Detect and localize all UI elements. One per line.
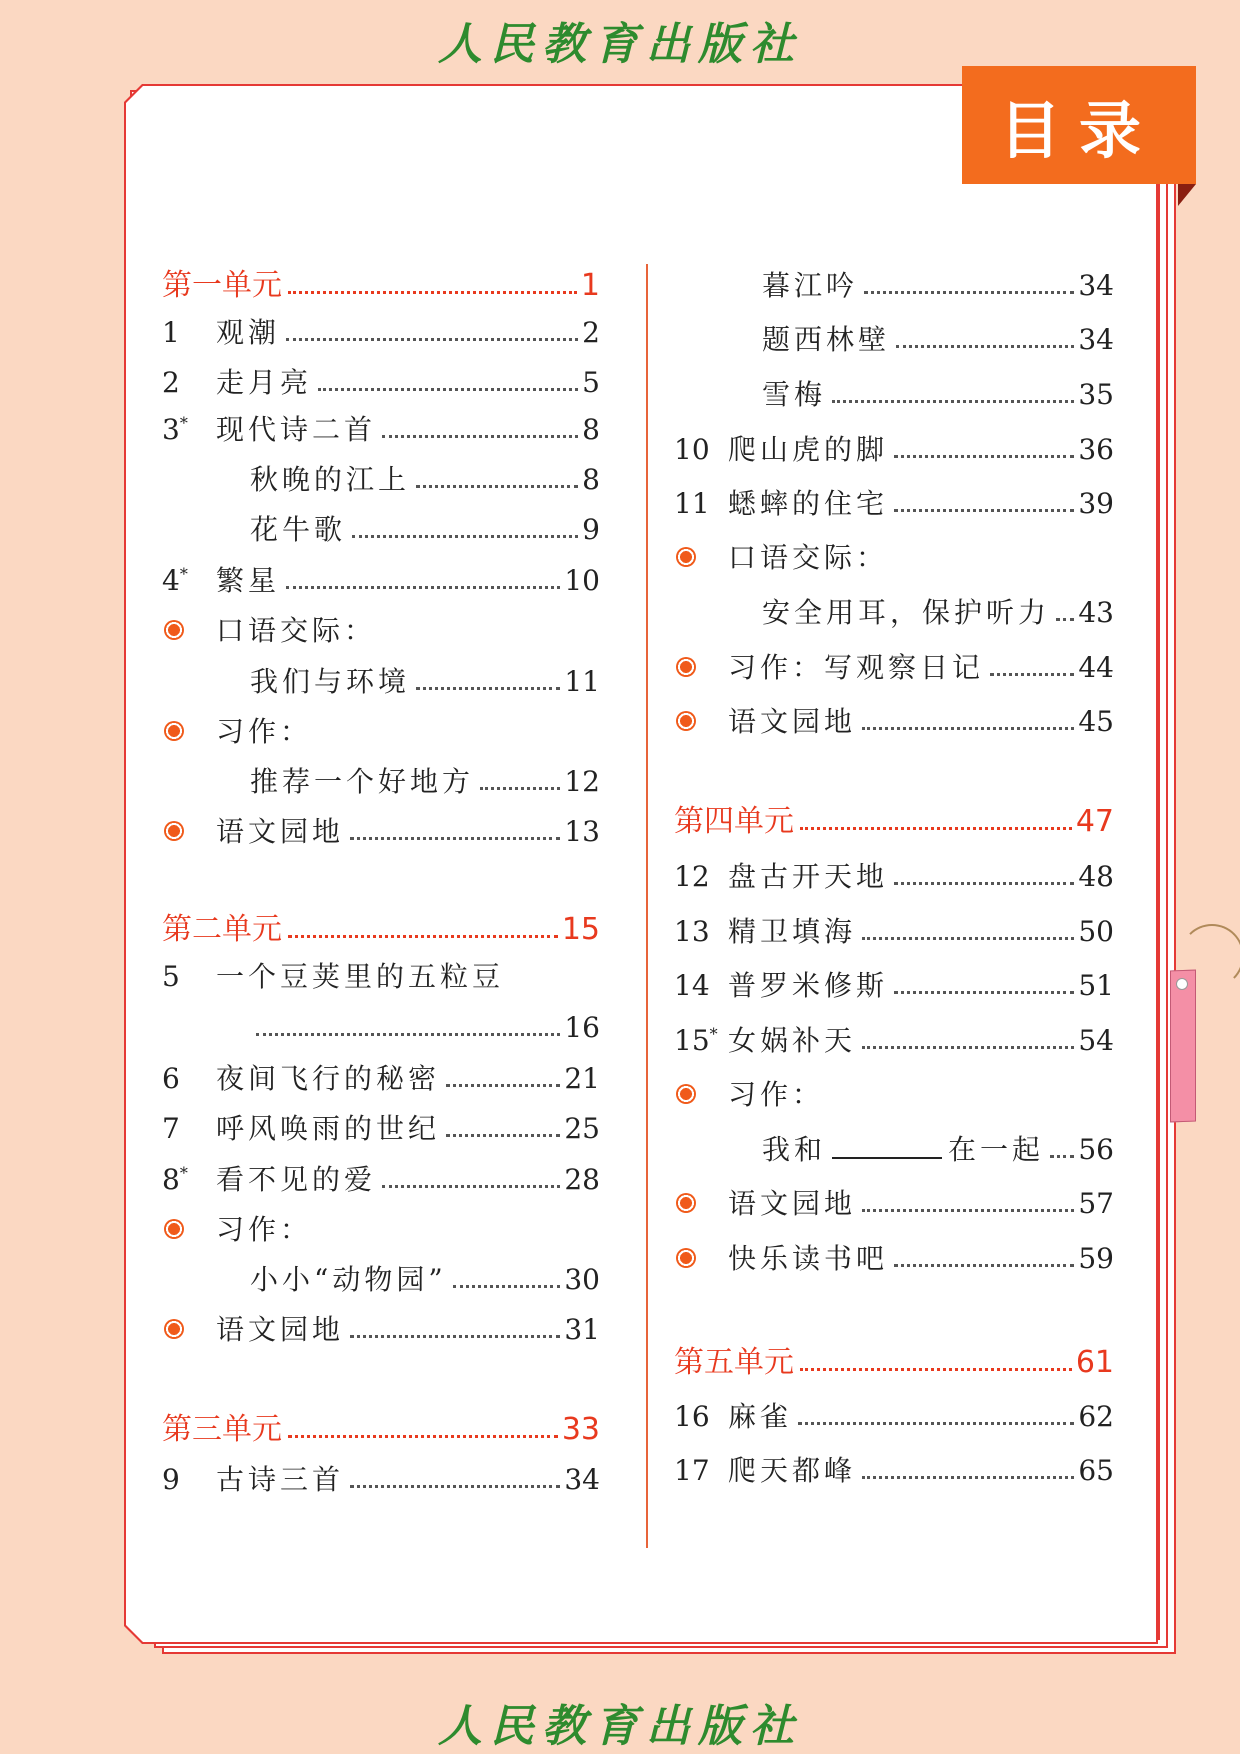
- dot-leader: [1050, 1155, 1074, 1158]
- toc-entry[interactable]: [674, 694, 1114, 742]
- unit-heading[interactable]: [162, 902, 600, 950]
- page-number: 12: [564, 765, 600, 798]
- dot-leader: [352, 535, 578, 538]
- entry-title: 语文园地: [216, 815, 345, 848]
- toc-entry[interactable]: [162, 1452, 600, 1500]
- bullet-icon: [162, 812, 216, 852]
- optional-mark: *: [179, 1163, 188, 1183]
- dot-leader: [256, 1033, 560, 1036]
- page-number: 11: [564, 665, 600, 698]
- lesson-number: [162, 313, 216, 353]
- lesson-number: [674, 1397, 728, 1437]
- toc-entry[interactable]: [674, 640, 1114, 688]
- lesson-number-text: 7: [162, 1112, 180, 1145]
- dot-leader: [894, 1264, 1074, 1267]
- toc-entry[interactable]: [162, 804, 600, 852]
- toc-entry[interactable]: [674, 530, 1114, 578]
- entry-title: 走月亮: [216, 366, 313, 399]
- dot-leader: [446, 1084, 560, 1087]
- entry-title: 第四单元: [674, 804, 794, 839]
- toc-entry[interactable]: [674, 476, 1114, 524]
- page-number: 43: [1078, 596, 1114, 629]
- lesson-number-text: 2: [162, 366, 180, 399]
- page-number: 28: [564, 1163, 600, 1196]
- entry-title: 口语交际：: [216, 614, 377, 647]
- entry-title: 繁星: [216, 564, 281, 597]
- bullet-icon: [674, 1239, 728, 1279]
- page-number: 65: [1078, 1454, 1114, 1487]
- bookmark-hole: [1176, 978, 1188, 990]
- unit-heading[interactable]: [162, 1402, 600, 1450]
- entry-title: 快乐读书吧: [728, 1242, 889, 1275]
- page-number: 15: [561, 912, 600, 947]
- dot-leader: [318, 388, 578, 391]
- optional-mark: *: [709, 1024, 718, 1044]
- entry-title: 小小“动物园”: [250, 1263, 447, 1296]
- dot-leader: [832, 400, 1074, 403]
- page-number: 36: [1078, 433, 1114, 466]
- dot-leader: [286, 338, 578, 341]
- toc-entry[interactable]: [674, 1231, 1114, 1279]
- bullet-icon: [674, 702, 728, 742]
- toc-entry[interactable]: [762, 258, 1114, 306]
- dot-leader: [894, 991, 1074, 994]
- lesson-number-text: 8: [162, 1163, 180, 1196]
- toc-entry[interactable]: [762, 585, 1114, 633]
- toc-title: 目录: [998, 93, 1159, 167]
- dot-leader: [288, 935, 558, 938]
- lesson-number: [674, 1021, 728, 1061]
- entry-title: 语文园地: [728, 1187, 857, 1220]
- entry-title: 题西林壁: [762, 323, 891, 356]
- dot-leader: [862, 937, 1074, 940]
- tab-fold: [1178, 184, 1196, 206]
- entry-title-part: 在一起: [948, 1133, 1045, 1166]
- page-number: 62: [1078, 1400, 1114, 1433]
- entry-title: 安全用耳，保护听力: [762, 596, 1051, 629]
- entry-title: 口语交际：: [728, 541, 889, 574]
- lesson-number-text: 1: [162, 316, 180, 349]
- dot-leader: [862, 1476, 1074, 1479]
- toc-entry[interactable]: [250, 452, 600, 500]
- entry-title: 我们与环境: [250, 665, 411, 698]
- lesson-number: [162, 1109, 216, 1149]
- lesson-number: [674, 912, 728, 952]
- toc-entry[interactable]: [674, 904, 1114, 952]
- entry-title: 习作：: [216, 715, 313, 748]
- toc-entry[interactable]: [250, 1252, 600, 1300]
- lesson-number: [674, 484, 728, 524]
- fill-in-blank: [832, 1127, 942, 1159]
- lesson-number-text: 15: [674, 1024, 710, 1057]
- page-number: 5: [582, 366, 600, 399]
- dot-leader: [894, 509, 1074, 512]
- entry-title: 习作：写观察日记: [728, 651, 985, 684]
- entry-title: 女娲补天: [728, 1024, 857, 1057]
- lesson-number: [674, 857, 728, 897]
- bullet-icon: [674, 538, 728, 578]
- entry-title: 习作：: [728, 1078, 825, 1111]
- entry-title: 古诗三首: [216, 1463, 345, 1496]
- optional-mark: *: [179, 564, 188, 584]
- page-number: 34: [564, 1463, 600, 1496]
- dot-leader: [350, 1335, 560, 1338]
- toc-entry[interactable]: [674, 1443, 1114, 1491]
- page-number: 44: [1078, 651, 1114, 684]
- entry-title: 一个豆荚里的五粒豆: [216, 960, 505, 993]
- toc-entry[interactable]: [162, 1101, 600, 1149]
- toc-entry[interactable]: [162, 603, 600, 651]
- lesson-number-text: 9: [162, 1463, 180, 1496]
- entry-title: 推荐一个好地方: [250, 765, 475, 798]
- page-number: 21: [564, 1062, 600, 1095]
- lesson-number-text: 6: [162, 1062, 180, 1095]
- publisher-logo-top: 人民教育出版社: [438, 19, 802, 70]
- entry-title: 蟋蟀的住宅: [728, 487, 889, 520]
- entry-title: 花牛歌: [250, 513, 347, 546]
- page-number: 57: [1078, 1187, 1114, 1220]
- page-number: 16: [564, 1011, 600, 1044]
- lesson-number-text: 17: [674, 1454, 710, 1487]
- dot-leader: [350, 837, 560, 840]
- page-number: 39: [1078, 487, 1114, 520]
- bullet-icon: [162, 712, 216, 752]
- lesson-number: [162, 1460, 216, 1500]
- entry-title: 观潮: [216, 316, 281, 349]
- toc-entry[interactable]: [162, 1202, 600, 1250]
- dot-leader: [798, 1422, 1074, 1425]
- lesson-number-text: 11: [674, 487, 710, 520]
- page-number: 31: [564, 1313, 600, 1346]
- bullet-icon: [162, 1310, 216, 1350]
- page-number: 45: [1078, 705, 1114, 738]
- page-number: 13: [564, 815, 600, 848]
- lesson-number-text: 4: [162, 564, 180, 597]
- lesson-number-text: 10: [674, 433, 710, 466]
- page-number: 51: [1078, 969, 1114, 1002]
- page-number: 61: [1075, 1345, 1114, 1380]
- entry-title: 爬天都峰: [728, 1454, 857, 1487]
- toc-entry[interactable]: [674, 849, 1114, 897]
- lesson-number-text: 3: [162, 413, 180, 446]
- page-number: 47: [1075, 804, 1114, 839]
- toc-entry[interactable]: [762, 312, 1114, 360]
- page-number: 34: [1078, 323, 1114, 356]
- dot-leader: [862, 1209, 1074, 1212]
- bullet-icon: [162, 611, 216, 651]
- page-number: 34: [1078, 269, 1114, 302]
- page-number: 54: [1078, 1024, 1114, 1057]
- unit-heading[interactable]: [674, 1335, 1114, 1383]
- dot-leader: [894, 882, 1074, 885]
- dot-leader: [416, 485, 578, 488]
- entry-title: 麻雀: [728, 1400, 793, 1433]
- dot-leader: [288, 291, 577, 294]
- dot-leader: [990, 673, 1074, 676]
- dot-leader: [480, 787, 560, 790]
- toc-entry[interactable]: [162, 1302, 600, 1350]
- dot-leader: [896, 345, 1074, 348]
- page-number: 8: [582, 463, 600, 496]
- entry-title: 雪梅: [762, 378, 827, 411]
- toc-entry[interactable]: [674, 422, 1114, 470]
- toc-title-tab: [962, 66, 1196, 184]
- lesson-number: [162, 561, 216, 601]
- toc-entry[interactable]: [162, 704, 600, 752]
- page-number: 48: [1078, 860, 1114, 893]
- toc-entry[interactable]: [250, 502, 600, 550]
- unit-heading[interactable]: [674, 794, 1114, 842]
- bullet-icon: [674, 1075, 728, 1115]
- lesson-number: [162, 957, 216, 997]
- lesson-number-text: 16: [674, 1400, 710, 1433]
- toc-entry[interactable]: [762, 367, 1114, 415]
- entry-title: 习作：: [216, 1213, 313, 1246]
- dot-leader: [894, 455, 1074, 458]
- dot-leader: [862, 727, 1074, 730]
- lesson-number: [162, 363, 216, 403]
- bookmark-tag: [1170, 970, 1196, 1123]
- entry-title: 语文园地: [728, 705, 857, 738]
- dot-leader: [286, 586, 560, 589]
- toc-entry[interactable]: [162, 949, 600, 997]
- toc-entry[interactable]: [250, 754, 600, 802]
- lesson-number-text: 13: [674, 915, 710, 948]
- entry-title: 盘古开天地: [728, 860, 889, 893]
- toc-entry[interactable]: [250, 1000, 600, 1048]
- page-number: 33: [561, 1412, 600, 1447]
- entry-title: 第三单元: [162, 1412, 282, 1447]
- entry-title: 秋晚的江上: [250, 463, 411, 496]
- dot-leader: [453, 1285, 561, 1288]
- toc-entry[interactable]: [674, 958, 1114, 1006]
- dot-leader: [288, 1435, 558, 1438]
- toc-entry[interactable]: [674, 1389, 1114, 1437]
- entry-title: 现代诗二首: [216, 413, 377, 446]
- entry-title: 看不见的爱: [216, 1163, 377, 1196]
- lesson-number: [674, 966, 728, 1006]
- dot-leader: [800, 827, 1072, 830]
- page-number: 1: [580, 268, 600, 303]
- lesson-number: [674, 1451, 728, 1491]
- lesson-number-text: 12: [674, 860, 710, 893]
- unit-heading[interactable]: [162, 258, 600, 306]
- dot-leader: [416, 687, 560, 690]
- toc-entry[interactable]: [762, 1122, 1114, 1170]
- dot-leader: [864, 291, 1074, 294]
- toc-entry[interactable]: [162, 1152, 600, 1200]
- page-number: 10: [564, 564, 600, 597]
- toc-entry[interactable]: [674, 1067, 1114, 1115]
- entry-title: [762, 1127, 1044, 1170]
- lesson-number-text: 5: [162, 960, 180, 993]
- dot-leader: [350, 1485, 560, 1488]
- page-number: 8: [582, 413, 600, 446]
- page-number: 2: [582, 316, 600, 349]
- lesson-number: [162, 410, 216, 450]
- dot-leader: [1056, 618, 1074, 621]
- entry-title: 精卫填海: [728, 915, 857, 948]
- page-number: 50: [1078, 915, 1114, 948]
- column-divider: [646, 264, 648, 1548]
- page-number: 59: [1078, 1242, 1114, 1275]
- bullet-icon: [674, 648, 728, 688]
- page-number: 56: [1078, 1133, 1114, 1166]
- toc-entry[interactable]: [162, 553, 600, 601]
- bullet-icon: [674, 1184, 728, 1224]
- entry-title: 爬山虎的脚: [728, 433, 889, 466]
- lesson-number: [162, 1059, 216, 1099]
- toc-entry[interactable]: [162, 355, 600, 403]
- entry-title: 夜间飞行的秘密: [216, 1062, 441, 1095]
- page-number: 25: [564, 1112, 600, 1145]
- page-number: 9: [582, 513, 600, 546]
- dot-leader: [862, 1046, 1074, 1049]
- toc-entry[interactable]: [162, 305, 600, 353]
- toc-entry[interactable]: [674, 1176, 1114, 1224]
- toc-entry[interactable]: [674, 1013, 1114, 1061]
- entry-title: 普罗米修斯: [728, 969, 889, 1002]
- lesson-number-text: 14: [674, 969, 710, 1002]
- lesson-number: [674, 430, 728, 470]
- dot-leader: [382, 1185, 560, 1188]
- page-number: 35: [1078, 378, 1114, 411]
- toc-entry[interactable]: [250, 654, 600, 702]
- entry-title: 第二单元: [162, 912, 282, 947]
- entry-title: 呼风唤雨的世纪: [216, 1112, 441, 1145]
- bullet-icon: [162, 1210, 216, 1250]
- optional-mark: *: [179, 413, 188, 433]
- dot-leader: [382, 435, 578, 438]
- toc-entry[interactable]: [162, 1051, 600, 1099]
- lesson-number: [162, 1160, 216, 1200]
- publisher-logo-bottom: 人民教育出版社: [438, 1701, 802, 1752]
- entry-title: 第五单元: [674, 1345, 794, 1380]
- entry-title: 第一单元: [162, 268, 282, 303]
- entry-title-part: 我和: [762, 1133, 827, 1166]
- toc-entry[interactable]: [162, 402, 600, 450]
- page-number: 30: [564, 1263, 600, 1296]
- dot-leader: [800, 1368, 1072, 1371]
- entry-title: 语文园地: [216, 1313, 345, 1346]
- entry-title: 暮江吟: [762, 269, 859, 302]
- dot-leader: [446, 1134, 560, 1137]
